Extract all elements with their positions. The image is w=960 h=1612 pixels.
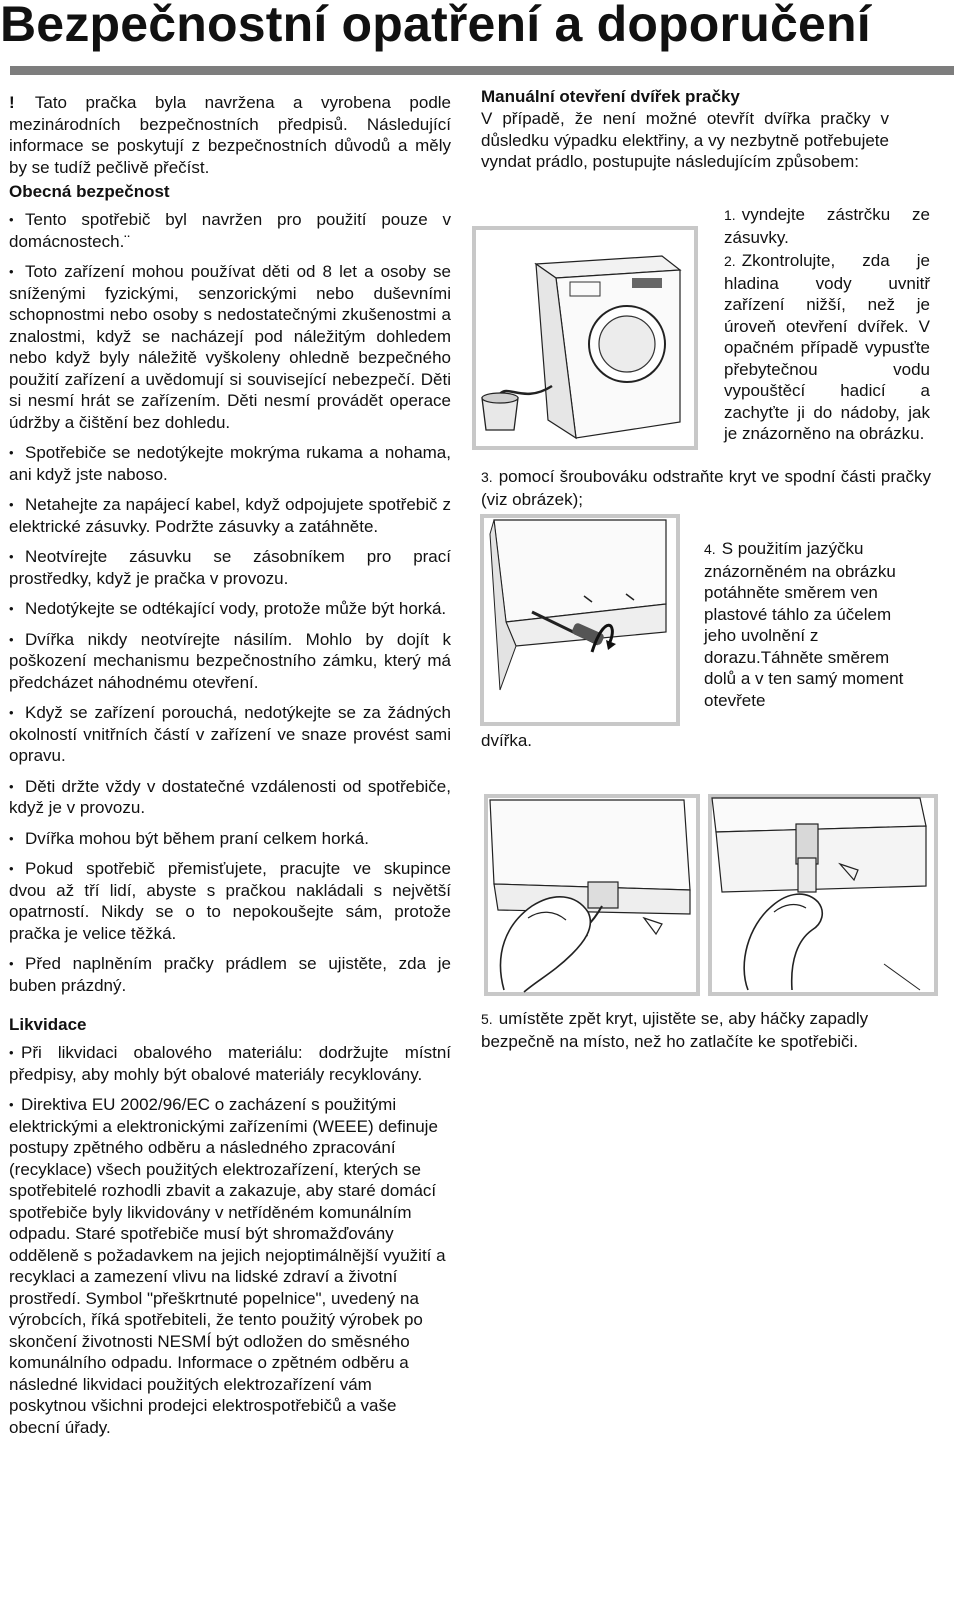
pull-rod-illustration-2 (708, 794, 938, 996)
manual-door-intro: V případě, že není možné otevřít dvířka pračky v důsledku výpadku elektřiny, a vy nezbytně potřebujete vyndat prádlo, postupujte následujícím způsobem: (481, 109, 889, 171)
bullet: • (9, 601, 14, 616)
bullet: • (9, 956, 14, 971)
safety-item: • Dvířka mohou být během praní celkem horká. (9, 828, 369, 848)
safety-item: • Neotvírejte zásuvku se zásobníkem pro prací prostředky, když je pračka v provozu. (9, 547, 451, 588)
disposal-item: • Direktiva EU 2002/96/EC o zacházení s použitými elektrickými a elektronickými zařízeními (WEEE) definuje postupy zpětného odběru a následného zpracování (recyklace) všech použitých elektrozařízení, kterých se spotřebitelé rozhodli zbavit a zakazuje, aby staré domácí spotřebiče byly likvidovány v netříděném komunálním odpadu. Staré spotřebiče musí být shromažďovány odděleně s požadavkem na jejich nejoptimálnější využití a recyklaci a zamezení vlivu na lidské zdraví a životní prostředí. Symbol "přeškrtnuté popelnice", uvedený na výrobcích, říká spotřebiteli, že tento použitý výrobek po skončení životnosti NESMÍ být odložen do směsného komunálního odpadu. Informace o zpětném odběru a následné likvidaci použitých elektrozařízení vám poskytnou všichni prodejci elektrospotřebičů a vaše obecní úřady. (9, 1095, 446, 1437)
disposal-section (9, 1014, 451, 1438)
safety-item: • Nedotýkejte se odtékající vody, protože může být horká. (9, 599, 447, 618)
step-4: 4. S použitím jazýčku znázorněném na obrázku potáhněte směrem ven plastové táhlo za účelem jeho uvolnění z dorazu.Táhněte směrem dolů a v ten samý moment otevřete (704, 539, 904, 710)
safety-item: • Dvířka nikdy neotvírejte násilím. Mohlo by dojít k poškození mechanismu bezpečnostního zámku, který má předcházet náhodnému otevření. (9, 629, 451, 692)
bullet: • (9, 861, 14, 876)
step-4-tail: dvířka. (481, 731, 533, 750)
safety-item: • Děti držte vždy v dostatečné vzdálenosti od spotřebiče, když je v provozu. (9, 776, 451, 817)
step-number: 2. (724, 253, 736, 269)
step-1: 1. vyndejte zástrčku ze zásuvky. (724, 205, 930, 247)
bullet: • (9, 1097, 14, 1112)
step-number: 5. (481, 1011, 493, 1027)
safety-item: • Před naplněním pračky prádlem se ujistěte, zda je buben prázdný. (9, 954, 451, 995)
step-number: 1. (724, 207, 736, 223)
general-safety-heading: Obecná bezpečnost (9, 182, 170, 201)
safety-item: • Toto zařízení mohou používat děti od 8 let a osoby se sníženými fyzickými, senzorickými nebo duševními schopnostmi nebo osoby s nedostatečnými zkušenostmi a znalostmi, když se nacházejí pod náležitým dohledem nebo když byly náležitě vyškoleny ohledně bezpečného použití zařízení a uvědomují si související nebezpečí. Děti si nesmí hrát se zařízením. Děti nesmí provádět operace údržby a čištění bez dohledu. (9, 262, 451, 432)
safety-item: • Pokud spotřebič přemisťujete, pracujte ve skupince dvou až tří lidí, abyste s pračkou nakládali s největší opatrností. Nikdy se o to nepokoušejte sám, protože pračka je velice těžká. (9, 859, 451, 943)
intro-text: Tato pračka byla navržena a vyrobena podle mezinárodních bezpečnostních předpisů. Následující informace se poskytují z bezpečnostních důvodů a měly by se tudíž pečlivě přečíst. (9, 93, 451, 177)
intro-paragraph (9, 92, 451, 178)
bullet: • (9, 830, 14, 846)
manual-door-heading: Manuální otevření dvířek pračky (481, 87, 740, 106)
bullet: • (9, 631, 14, 647)
drain-hose-illustration (472, 226, 698, 450)
page-title: Bezpečnostní opatření a doporučení (0, 0, 871, 52)
screwdriver-cover-illustration (480, 514, 680, 726)
bullet: • (9, 705, 14, 720)
step-number: 4. (704, 541, 716, 557)
safety-item: • Tento spotřebič byl navržen pro použití pouze v domácnostech.¨ (9, 210, 451, 251)
left-column (9, 92, 451, 1447)
safety-item: • Netahejte za napájecí kabel, když odpojujete spotřebič z elektrické zásuvky. Podržte zásuvky a zatáhněte. (9, 495, 451, 536)
safety-item: • Když se zařízení porouchá, nedotýkejte se za žádných okolností vnitřních částí v zařízení ve snaze provést sami opravu. (9, 703, 451, 765)
bullet: • (9, 264, 14, 279)
bullet: • (9, 549, 14, 564)
step-3: 3. pomocí šroubováku odstraňte kryt ve spodní části pračky (viz obrázek); (481, 467, 931, 509)
bullet: • (9, 497, 14, 512)
bullet: • (9, 445, 14, 460)
disposal-heading: Likvidace (9, 1015, 87, 1034)
bullet: • (9, 778, 14, 794)
safety-item: • Spotřebiče se nedotýkejte mokrýma rukama a nohama, ani když jste naboso. (9, 443, 451, 484)
bullet: • (9, 1045, 14, 1060)
right-column-header (481, 86, 931, 173)
warning-mark: ! (9, 93, 15, 112)
disposal-item: • Při likvidaci obalového materiálu: dodržujte místní předpisy, aby mohly být obalové materiály recyklovány. (9, 1043, 451, 1084)
step-2: 2. Zkontrolujte, zda je hladina vody uvnitř zařízení nižší, než je úroveň otevření dvířek. V opačném případě vypusťte přebytečnou vodu vypouštěcí hadicí a zachyťte ji do nádoby, jak je znázorněno na obrázku. (724, 251, 930, 443)
pull-rod-illustration-1 (484, 794, 700, 996)
bullet: • (9, 212, 14, 227)
step-number: 3. (481, 469, 493, 485)
title-divider (10, 66, 954, 75)
step-5: 5. umístěte zpět kryt, ujistěte se, aby háčky zapadly bezpečně na místo, než ho zatlačíte ke spotřebiči. (481, 1009, 869, 1051)
